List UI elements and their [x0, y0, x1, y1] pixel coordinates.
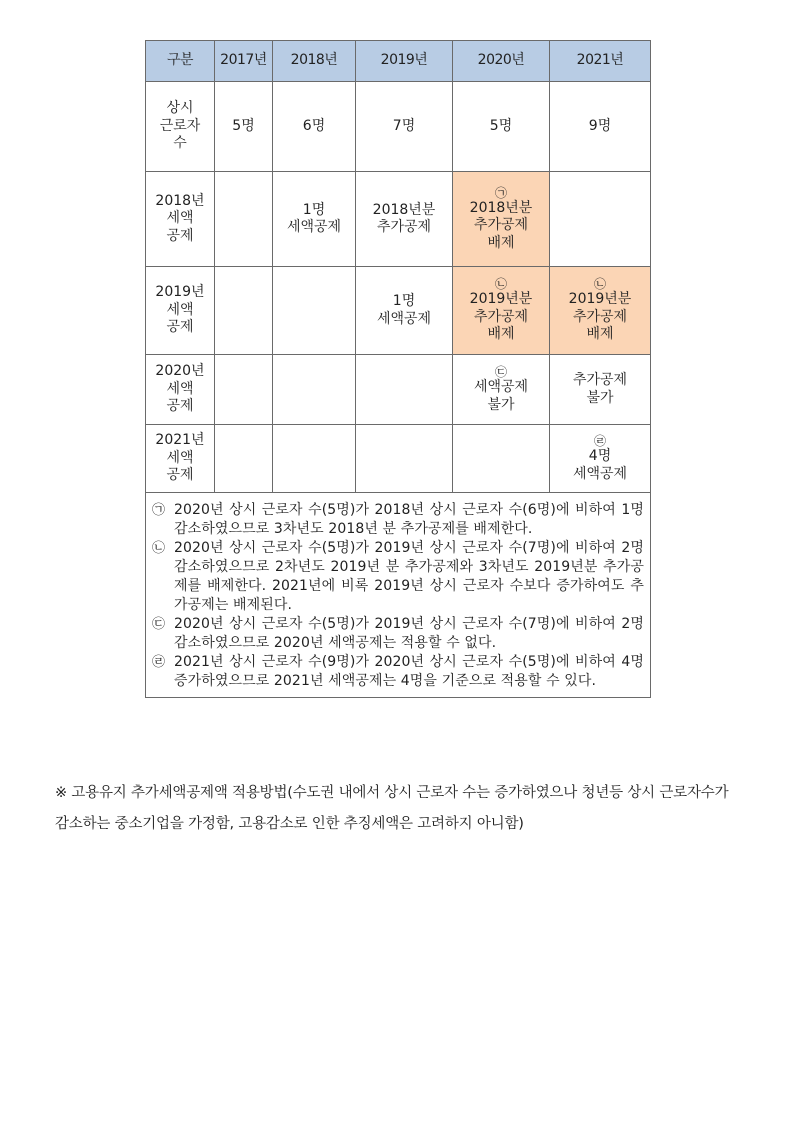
cell-2020	[453, 267, 550, 355]
header-2017: 2017년	[215, 41, 273, 82]
cell-text: 2019년분 추가공제 배제	[469, 291, 533, 343]
cell-text: 9명	[588, 117, 612, 134]
header-2018: 2018년	[273, 41, 356, 82]
header-category: 구분	[146, 41, 215, 82]
cell-2019	[356, 172, 453, 267]
cell-2021	[550, 425, 651, 493]
cell-text: 7명	[392, 117, 416, 134]
cell-text: 세액공제 불가	[473, 379, 529, 413]
cell-2020	[453, 172, 550, 267]
notes-cell	[146, 493, 651, 698]
cell-2018	[273, 355, 356, 425]
cell-text: 2019년분 추가공제 배제	[568, 291, 632, 343]
cell-2021	[550, 82, 651, 172]
credit-2021-row	[146, 425, 651, 493]
cell-2017	[215, 355, 273, 425]
cell-text: 5명	[489, 117, 513, 134]
footnote: ※ 고용유지 추가세액공제액 적용방법(수도권 내에서 상시 근로자 수는 증가하였으나 청년등 상시 근로자수가 감소하는 중소기업을 가정함, 고용감소로 인한 추징세액은 고려하지 아니함)	[55, 785, 729, 832]
note-item	[152, 539, 644, 615]
cell-text: 6명	[302, 117, 326, 134]
header-2021: 2021년	[550, 41, 651, 82]
note-text: 2020년 상시 근로자 수(5명)가 2019년 상시 근로자 수(7명)에 비하여 2명 감소하였으므로 2020년 세액공제는 적용할 수 없다.	[174, 616, 644, 651]
cell-text: 추가공제 불가	[572, 372, 628, 406]
circled-mark: ㉠	[494, 185, 507, 200]
cell-2020	[453, 355, 550, 425]
tax-credit-table	[145, 40, 651, 698]
row-label: 2019년 세액 공제	[146, 267, 215, 355]
cell-2020	[453, 425, 550, 493]
cell-2019	[356, 267, 453, 355]
table-header-row	[146, 41, 651, 82]
cell-text: 2018년분 추가공제	[372, 201, 436, 235]
cell-2019	[356, 82, 453, 172]
cell-2021	[550, 267, 651, 355]
cell-2018	[273, 425, 356, 493]
cell-2017	[215, 425, 273, 493]
cell-2021	[550, 172, 651, 267]
circled-mark: ㉡	[494, 277, 507, 292]
credit-2020-row	[146, 355, 651, 425]
note-mark: ㉣	[152, 655, 166, 670]
cell-2020	[453, 82, 550, 172]
cell-2017	[215, 172, 273, 267]
cell-2018	[273, 172, 356, 267]
note-mark: ㉠	[152, 503, 166, 518]
note-text: 2020년 상시 근로자 수(5명)가 2019년 상시 근로자 수(7명)에 비하여 2명 감소하였으므로 2차년도 2019년 분 추가공제와 3차년도 2019년분 추가공제를 배제한다. 2021년에 비록 2019년 상시 근로자 수보다 증가하여도 추가공제는 배제된다.	[174, 540, 644, 613]
cell-2019	[356, 425, 453, 493]
header-2019: 2019년	[356, 41, 453, 82]
note-item	[152, 653, 644, 691]
note-item	[152, 501, 644, 539]
cell-text: 2018년분 추가공제 배제	[469, 199, 533, 251]
row-label: 2021년 세액 공제	[146, 425, 215, 493]
circled-mark: ㉡	[593, 277, 606, 292]
note-mark: ㉡	[152, 541, 166, 556]
note-text: 2020년 상시 근로자 수(5명)가 2018년 상시 근로자 수(6명)에 비하여 1명 감소하였으므로 3차년도 2018년 분 추가공제를 배제한다.	[174, 502, 644, 537]
cell-2018	[273, 82, 356, 172]
note-text: 2021년 상시 근로자 수(9명)가 2020년 상시 근로자 수(5명)에 비하여 4명 증가하였으므로 2021년 세액공제는 4명을 기준으로 적용할 수 있다.	[174, 654, 644, 689]
note-item	[152, 615, 644, 653]
note-mark: ㉢	[152, 617, 166, 632]
cell-2017	[215, 82, 273, 172]
cell-2021	[550, 355, 651, 425]
row-label: 2020년 세액 공제	[146, 355, 215, 425]
notes-row	[146, 493, 651, 698]
circled-mark: ㉢	[494, 365, 507, 379]
row-label: 상시 근로자 수	[146, 82, 215, 172]
employee-count-row	[146, 82, 651, 172]
cell-2019	[356, 355, 453, 425]
credit-2018-row	[146, 172, 651, 267]
cell-text: 1명 세액공제	[376, 293, 432, 327]
cell-2018	[273, 267, 356, 355]
header-2020: 2020년	[453, 41, 550, 82]
cell-2017	[215, 267, 273, 355]
credit-2019-row	[146, 267, 651, 355]
cell-text: 5명	[232, 117, 255, 134]
circled-mark: ㉣	[593, 434, 606, 448]
cell-text: 1명 세액공제	[286, 201, 342, 235]
cell-text: 4명 세액공제	[572, 448, 628, 482]
row-label: 2018년 세액 공제	[146, 172, 215, 267]
